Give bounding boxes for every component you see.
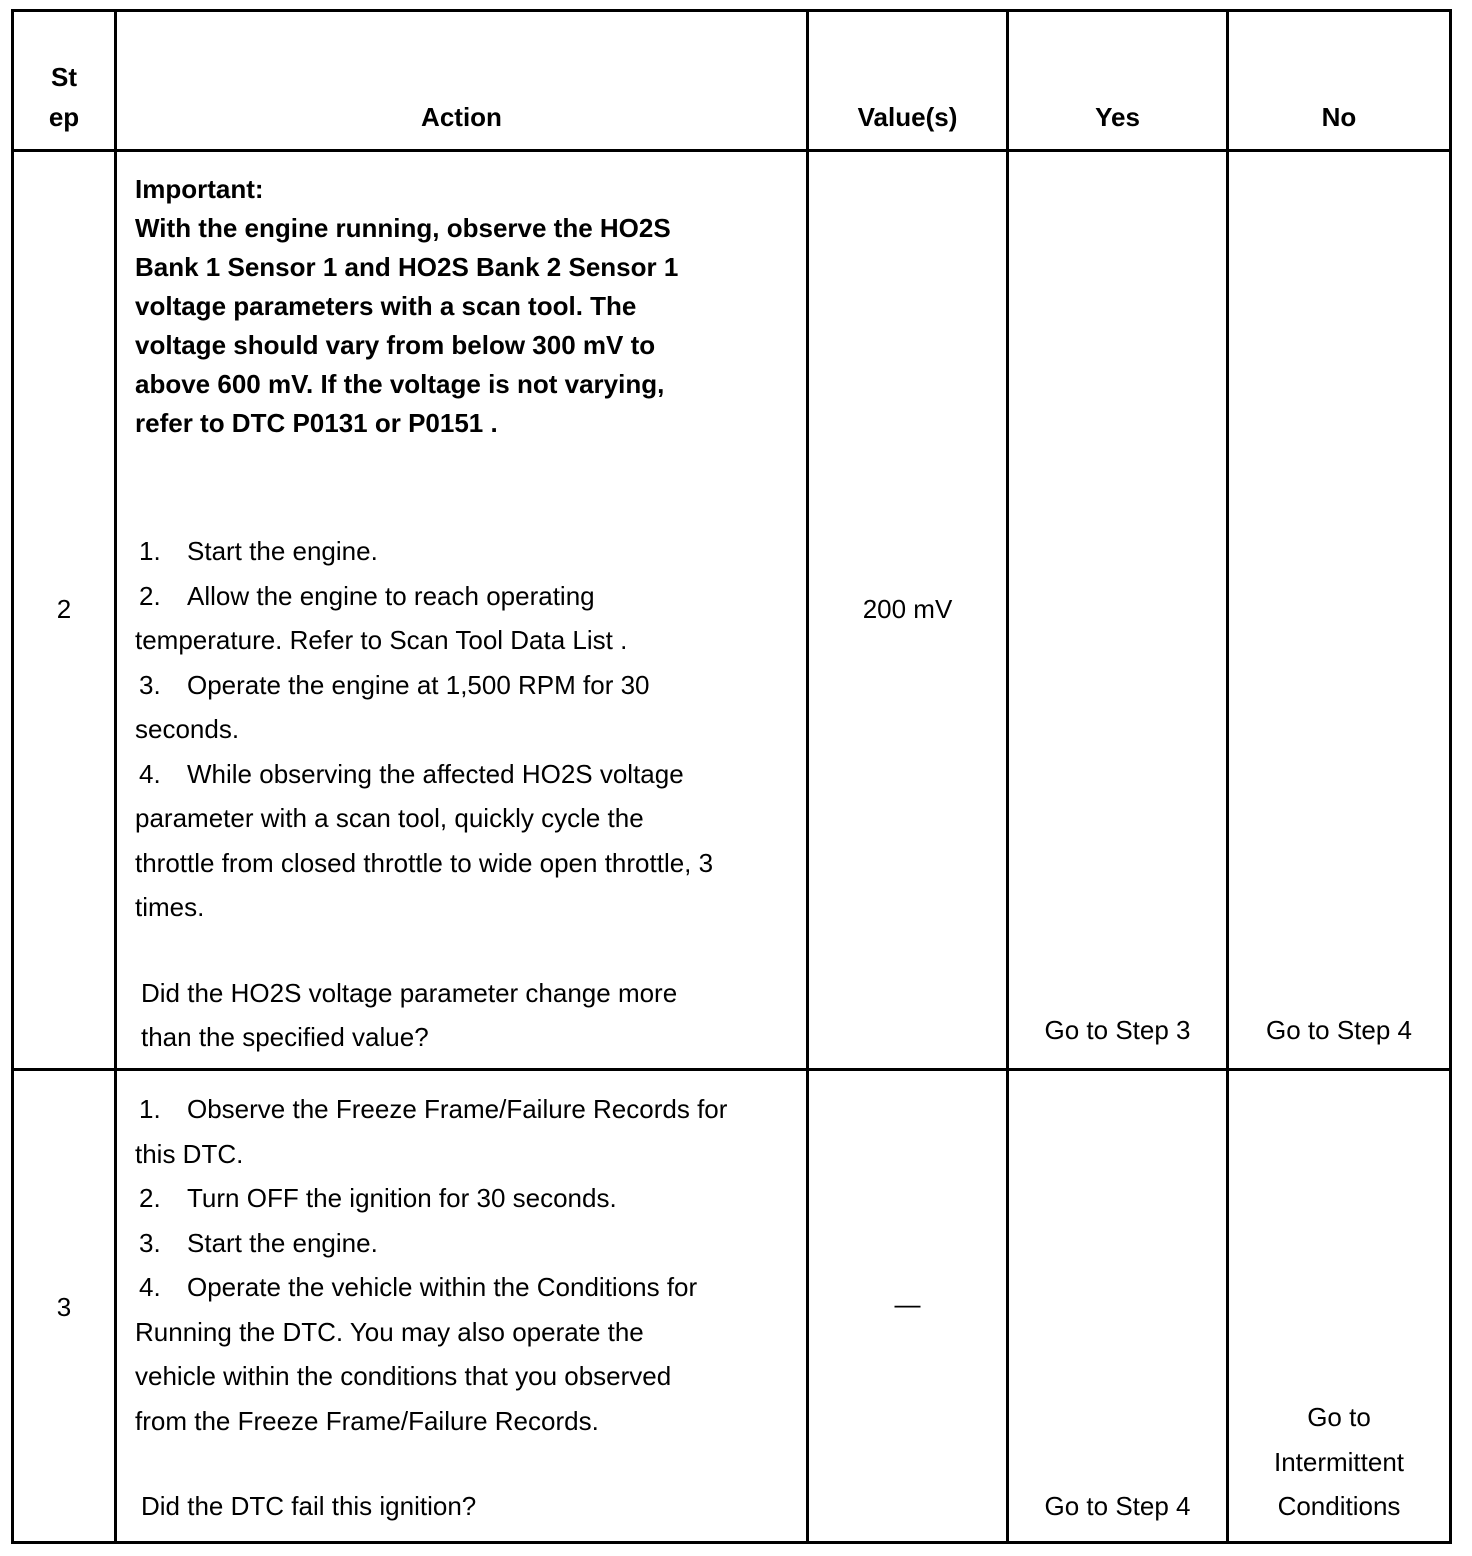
yes-cell: [1008, 1070, 1228, 1543]
no-cell: [1228, 1070, 1451, 1543]
header-yes: Yes: [1008, 11, 1228, 151]
no-cell: [1228, 151, 1451, 1070]
value-text: 200 mV: [862, 594, 953, 624]
step-number: 2: [56, 594, 72, 624]
important-label: Important:: [135, 174, 264, 204]
list-item: 3. Start the engine.: [139, 1227, 378, 1258]
question-text: Did the HO2S voltage parameter change more than the specified value?: [141, 977, 678, 1052]
table-row-step-2: [13, 151, 1451, 1070]
step-cell: [13, 151, 116, 1070]
yes-cell: [1008, 151, 1228, 1070]
action-cell: [116, 1070, 808, 1543]
step-2-instructions: [135, 529, 725, 930]
header-step: St ep: [13, 11, 116, 151]
header-values: Value(s): [808, 11, 1008, 151]
no-link[interactable]: Go to Step 4: [1266, 1015, 1412, 1045]
value-cell: [808, 151, 1008, 1070]
table-row-step-3: [13, 1070, 1451, 1543]
list-item: 2. Turn OFF the ignition for 30 seconds.: [139, 1183, 617, 1213]
step-3-instructions: [135, 1087, 765, 1443]
value-text: —: [894, 1289, 921, 1319]
step-number: 3: [56, 1292, 72, 1322]
list-item: 4. While observing the affected HO2S voltage parameter with a scan tool, quickly cycle the throttle from closed throttle to wide open throttle, 3 times.: [135, 758, 714, 922]
action-cell: [116, 151, 808, 1070]
header-row: [13, 11, 1451, 151]
list-item: 3. Operate the engine at 1,500 RPM for 30 seconds.: [135, 669, 650, 744]
important-text: With the engine running, observe the HO2S Bank 1 Sensor 1 and HO2S Bank 2 Sensor 1 voltage parameters with a scan tool. The voltage should vary from below 300 mV to above 600 mV. If the voltage is not varying, refer to DTC P0131 or P0151 .: [135, 213, 679, 438]
yes-link[interactable]: Go to Step 4: [1044, 1491, 1191, 1521]
yes-link[interactable]: Go to Step 3: [1044, 1015, 1191, 1045]
list-item: 1. Start the engine.: [139, 536, 378, 566]
diagnostic-table: [11, 9, 1452, 1544]
step-cell: [13, 1070, 116, 1543]
no-link[interactable]: Go to Intermittent Conditions: [1273, 1402, 1405, 1521]
header-no: No: [1228, 11, 1451, 151]
list-item: 2. Allow the engine to reach operating temperature. Refer to Scan Tool Data List .: [135, 580, 628, 655]
question-text: Did the DTC fail this ignition?: [141, 1491, 477, 1521]
list-item: 4. Operate the vehicle within the Conditions for Running the DTC. You may also operate the vehicle within the conditions that you observed from the Freeze Frame/Failure Records.: [135, 1272, 698, 1436]
value-cell: [808, 1070, 1008, 1543]
list-item: 1. Observe the Freeze Frame/Failure Records for this DTC.: [135, 1094, 728, 1169]
header-action: Action: [116, 11, 808, 151]
